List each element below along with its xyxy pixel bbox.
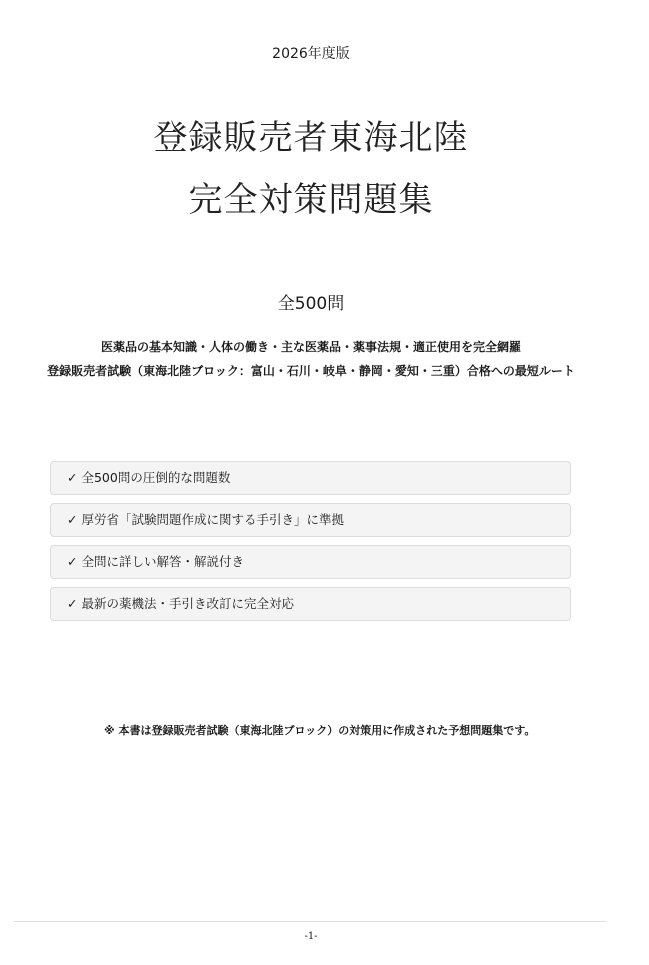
- question-count: 全500問: [277, 294, 345, 314]
- feature-text: 最新の薬機法・手引き改訂に完全対応: [81, 596, 294, 611]
- check-icon: ✓: [67, 470, 78, 485]
- subtitle-line-2: 登録販売者試験（東海北陸ブロック：富山・石川・岐阜・静岡・愛知・三重）合格への最短ルート: [47, 364, 575, 378]
- feature-item: [50, 587, 571, 621]
- feature-list: [50, 461, 571, 629]
- feature-text: 厚労省「試験問題作成に関する手引き」に準拠: [81, 512, 344, 527]
- page-number: -1-: [304, 931, 318, 942]
- edition-label: 2026年度版: [272, 46, 350, 62]
- title-line-1: 登録販売者東海北陸: [153, 118, 469, 158]
- feature-item: [50, 503, 571, 537]
- check-icon: ✓: [67, 512, 78, 527]
- footer-divider: [14, 921, 607, 922]
- feature-item: [50, 461, 571, 495]
- check-icon: ✓: [67, 596, 78, 611]
- feature-text: 全問に詳しい解答・解説付き: [81, 554, 244, 569]
- disclaimer-note: ※ 本書は登録販売者試験（東海北陸ブロック）の対策用に作成された予想問題集です。: [104, 724, 536, 737]
- feature-text: 全500問の圧倒的な問題数: [81, 470, 231, 485]
- subtitle-line-1: 医薬品の基本知識・人体の働き・主な医薬品・薬事法規・適正使用を完全網羅: [100, 340, 521, 354]
- title-line-2: 完全対策問題集: [188, 180, 434, 220]
- feature-item: [50, 545, 571, 579]
- check-icon: ✓: [67, 554, 78, 569]
